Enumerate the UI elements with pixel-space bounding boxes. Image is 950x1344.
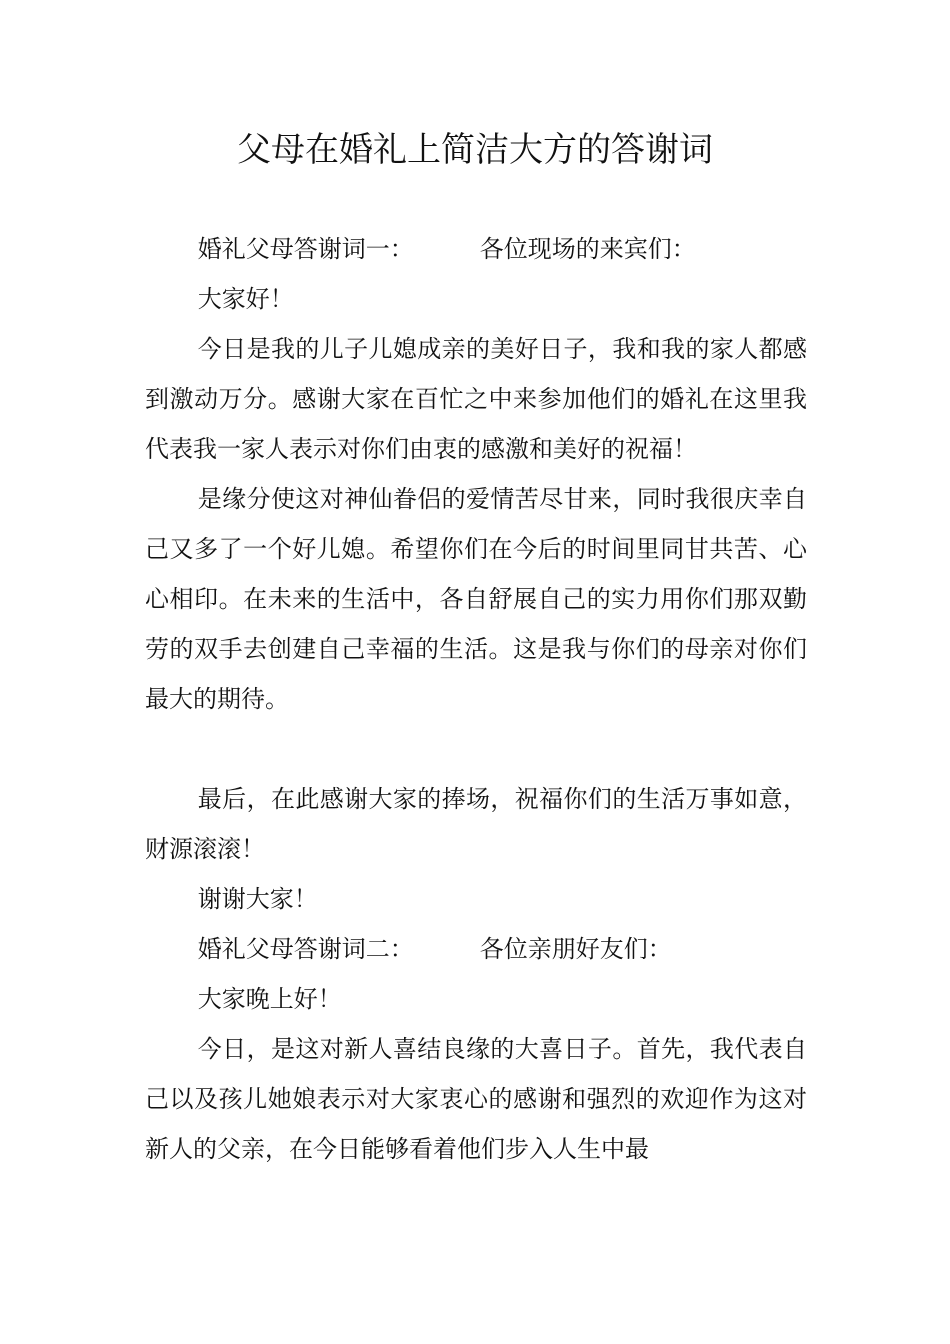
page-title: 父母在婚礼上简洁大方的答谢词 <box>237 130 713 170</box>
paragraph-gap <box>145 724 807 774</box>
speech1-greeting: 大家好！ <box>197 285 294 313</box>
speech2-heading <box>145 924 807 974</box>
speech2-salutation: 各位亲朋好友们： <box>479 935 672 963</box>
speech2-paragraph-1: 今日，是这对新人喜结良缘的大喜日子。首先，我代表自己以及孩儿她娘表示对大家衷心的感谢和强烈的欢迎作为这对新人的父亲，在今日能够看着他们步入人生中最 <box>145 1035 807 1163</box>
speech1-closing: 谢谢大家！ <box>197 885 318 913</box>
speech1-paragraph-2: 是缘分使这对神仙眷侣的爱情苦尽甘来，同时我很庆幸自己又多了一个好儿媳。希望你们在今后的时间里同甘共苦、心心相印。在未来的生活中，各自舒展自己的实力用你们那双勤劳的双手去创建自己幸福的生活。这是我与你们的母亲对你们最大的期待。 <box>145 485 807 713</box>
speech1-salutation: 各位现场的来宾们： <box>479 235 696 263</box>
speech1-paragraph-3: 最后，在此感谢大家的捧场，祝福你们的生活万事如意，财源滚滚！ <box>145 785 807 863</box>
speech1-heading <box>145 224 807 274</box>
speech2-greeting: 大家晚上好！ <box>197 985 342 1013</box>
speech1-paragraph-1: 今日是我的儿子儿媳成亲的美好日子，我和我的家人都感到激动万分。感谢大家在百忙之中来参加他们的婚礼在这里我代表我一家人表示对你们由衷的感激和美好的祝福！ <box>145 335 807 463</box>
speech1-label: 婚礼父母答谢词一： <box>197 235 414 263</box>
document-body <box>145 224 807 1174</box>
speech2-label: 婚礼父母答谢词二： <box>197 935 414 963</box>
